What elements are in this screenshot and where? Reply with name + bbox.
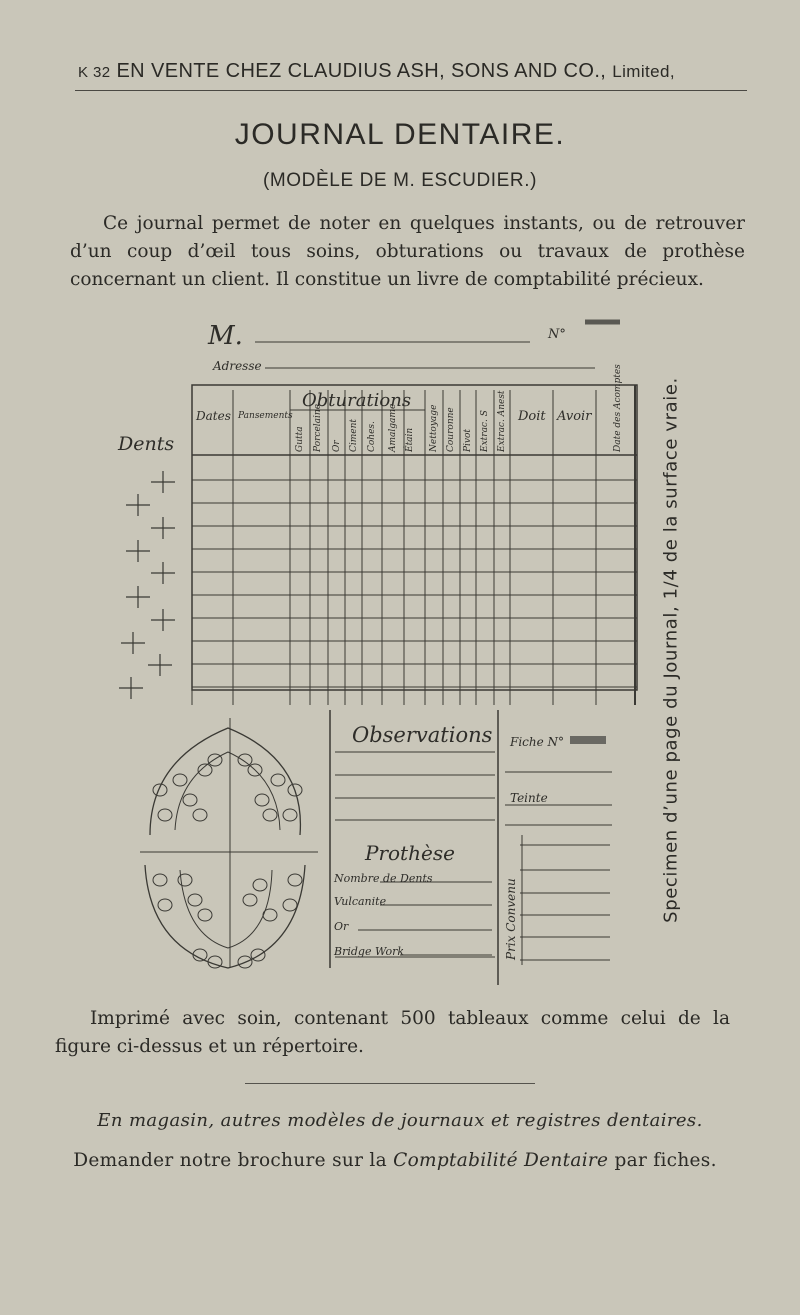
tooth-27 bbox=[251, 949, 265, 961]
fiche-label: Fiche N° bbox=[510, 735, 565, 749]
form-dents-label: Dents bbox=[118, 433, 175, 455]
col-dates: Dates bbox=[196, 409, 231, 423]
tooth-14 bbox=[178, 874, 192, 886]
prothese-field-vulcanite: Vulcanite bbox=[334, 895, 387, 908]
col-other-3: Extrac. S bbox=[480, 410, 490, 452]
col-avoir: Avoir bbox=[557, 409, 592, 424]
tooth-16 bbox=[198, 909, 212, 921]
col-material-6: Étain bbox=[405, 427, 415, 452]
seller-text: EN VENTE CHEZ CLAUDIUS ASH, SONS AND CO., bbox=[116, 60, 607, 82]
brochure-title: Comptabilité Dentaire bbox=[393, 1150, 609, 1171]
tooth-1 bbox=[183, 794, 197, 806]
tooth-18 bbox=[253, 879, 267, 891]
tooth-13 bbox=[283, 809, 297, 821]
prothese-field-bridge: Bridge Work bbox=[334, 945, 405, 958]
tooth-21 bbox=[158, 899, 172, 911]
tooth-0 bbox=[173, 774, 187, 786]
form-name-label: M. bbox=[208, 321, 243, 351]
specimen-caption bbox=[648, 360, 693, 940]
tooth-11 bbox=[158, 809, 172, 821]
tooth-19 bbox=[263, 909, 277, 921]
page-number: K 32 bbox=[78, 64, 111, 81]
magasin-note: En magasin, autres modèles de journaux et registres dentaires. bbox=[97, 1110, 703, 1131]
form-number-label: N° bbox=[548, 327, 566, 342]
tooth-23 bbox=[283, 899, 297, 911]
tooth-9 bbox=[271, 774, 285, 786]
specimen-caption-text: Specimen d’une page du Journal, 1/4 de la surface vraie. bbox=[660, 377, 681, 923]
prothese-field-dents: Nombre de Dents bbox=[334, 872, 433, 885]
col-doit: Doit bbox=[518, 409, 546, 424]
bottom-paragraph: Imprimé avec soin, contenant 500 tableaux comme celui de la figure ci-dessus et un répertoire. bbox=[55, 1008, 730, 1057]
tooth-22 bbox=[288, 874, 302, 886]
section-rule bbox=[245, 1083, 535, 1084]
tooth-4 bbox=[208, 754, 222, 766]
prothese-label: Prothèse bbox=[365, 841, 455, 865]
form-address-label: Adresse bbox=[213, 359, 262, 373]
brochure-suffix: par fiches. bbox=[614, 1150, 717, 1171]
brochure-prefix: Demander notre brochure sur la bbox=[73, 1150, 387, 1171]
page-subtitle: (MODÈLE DE M. ESCUDIER.) bbox=[262, 170, 538, 191]
brochure-note bbox=[0, 1150, 790, 1171]
col-pansements: Pansements bbox=[238, 411, 293, 421]
intro-paragraph: Ce journal permet de noter en quelques instants, ou de retrouver d’un coup d’œil tous soins, obturations ou travaux de prothèse concernant un client. Il constitue un livre de comptabilité précieux. bbox=[70, 213, 745, 290]
observations-label: Observations bbox=[352, 723, 493, 747]
fiche-number-box bbox=[570, 736, 606, 744]
tooth-20 bbox=[153, 874, 167, 886]
col-date-acomptes: Date des Acomptes bbox=[613, 364, 623, 452]
page-title: JOURNAL DENTAIRE. bbox=[234, 118, 566, 151]
col-material-2: Or bbox=[332, 440, 342, 452]
col-other-1: Couronne bbox=[446, 407, 456, 452]
tooth-8 bbox=[263, 809, 277, 821]
col-material-0: Gutta bbox=[295, 426, 305, 452]
prothese-field-or: Or bbox=[334, 920, 349, 933]
col-other-2: Pivot bbox=[463, 428, 473, 452]
limited-text: Limited, bbox=[612, 62, 675, 81]
col-material-5: Amalgame bbox=[388, 403, 398, 452]
form-obturations-label: Obturations bbox=[302, 390, 412, 411]
tooth-5 bbox=[238, 754, 252, 766]
tooth-2 bbox=[193, 809, 207, 821]
tooth-7 bbox=[255, 794, 269, 806]
col-material-3: Ciment bbox=[349, 418, 359, 452]
prix-convenu-label: Prix Convenu bbox=[504, 878, 518, 960]
tooth-15 bbox=[188, 894, 202, 906]
col-other-4: Extrac. Anest bbox=[497, 390, 507, 452]
col-material-1: Porcelaine bbox=[313, 403, 323, 452]
col-other-0: Nettoyage bbox=[429, 404, 439, 452]
tooth-17 bbox=[243, 894, 257, 906]
col-material-4: Cohes. bbox=[367, 421, 377, 452]
teinte-label: Teinte bbox=[510, 791, 548, 805]
